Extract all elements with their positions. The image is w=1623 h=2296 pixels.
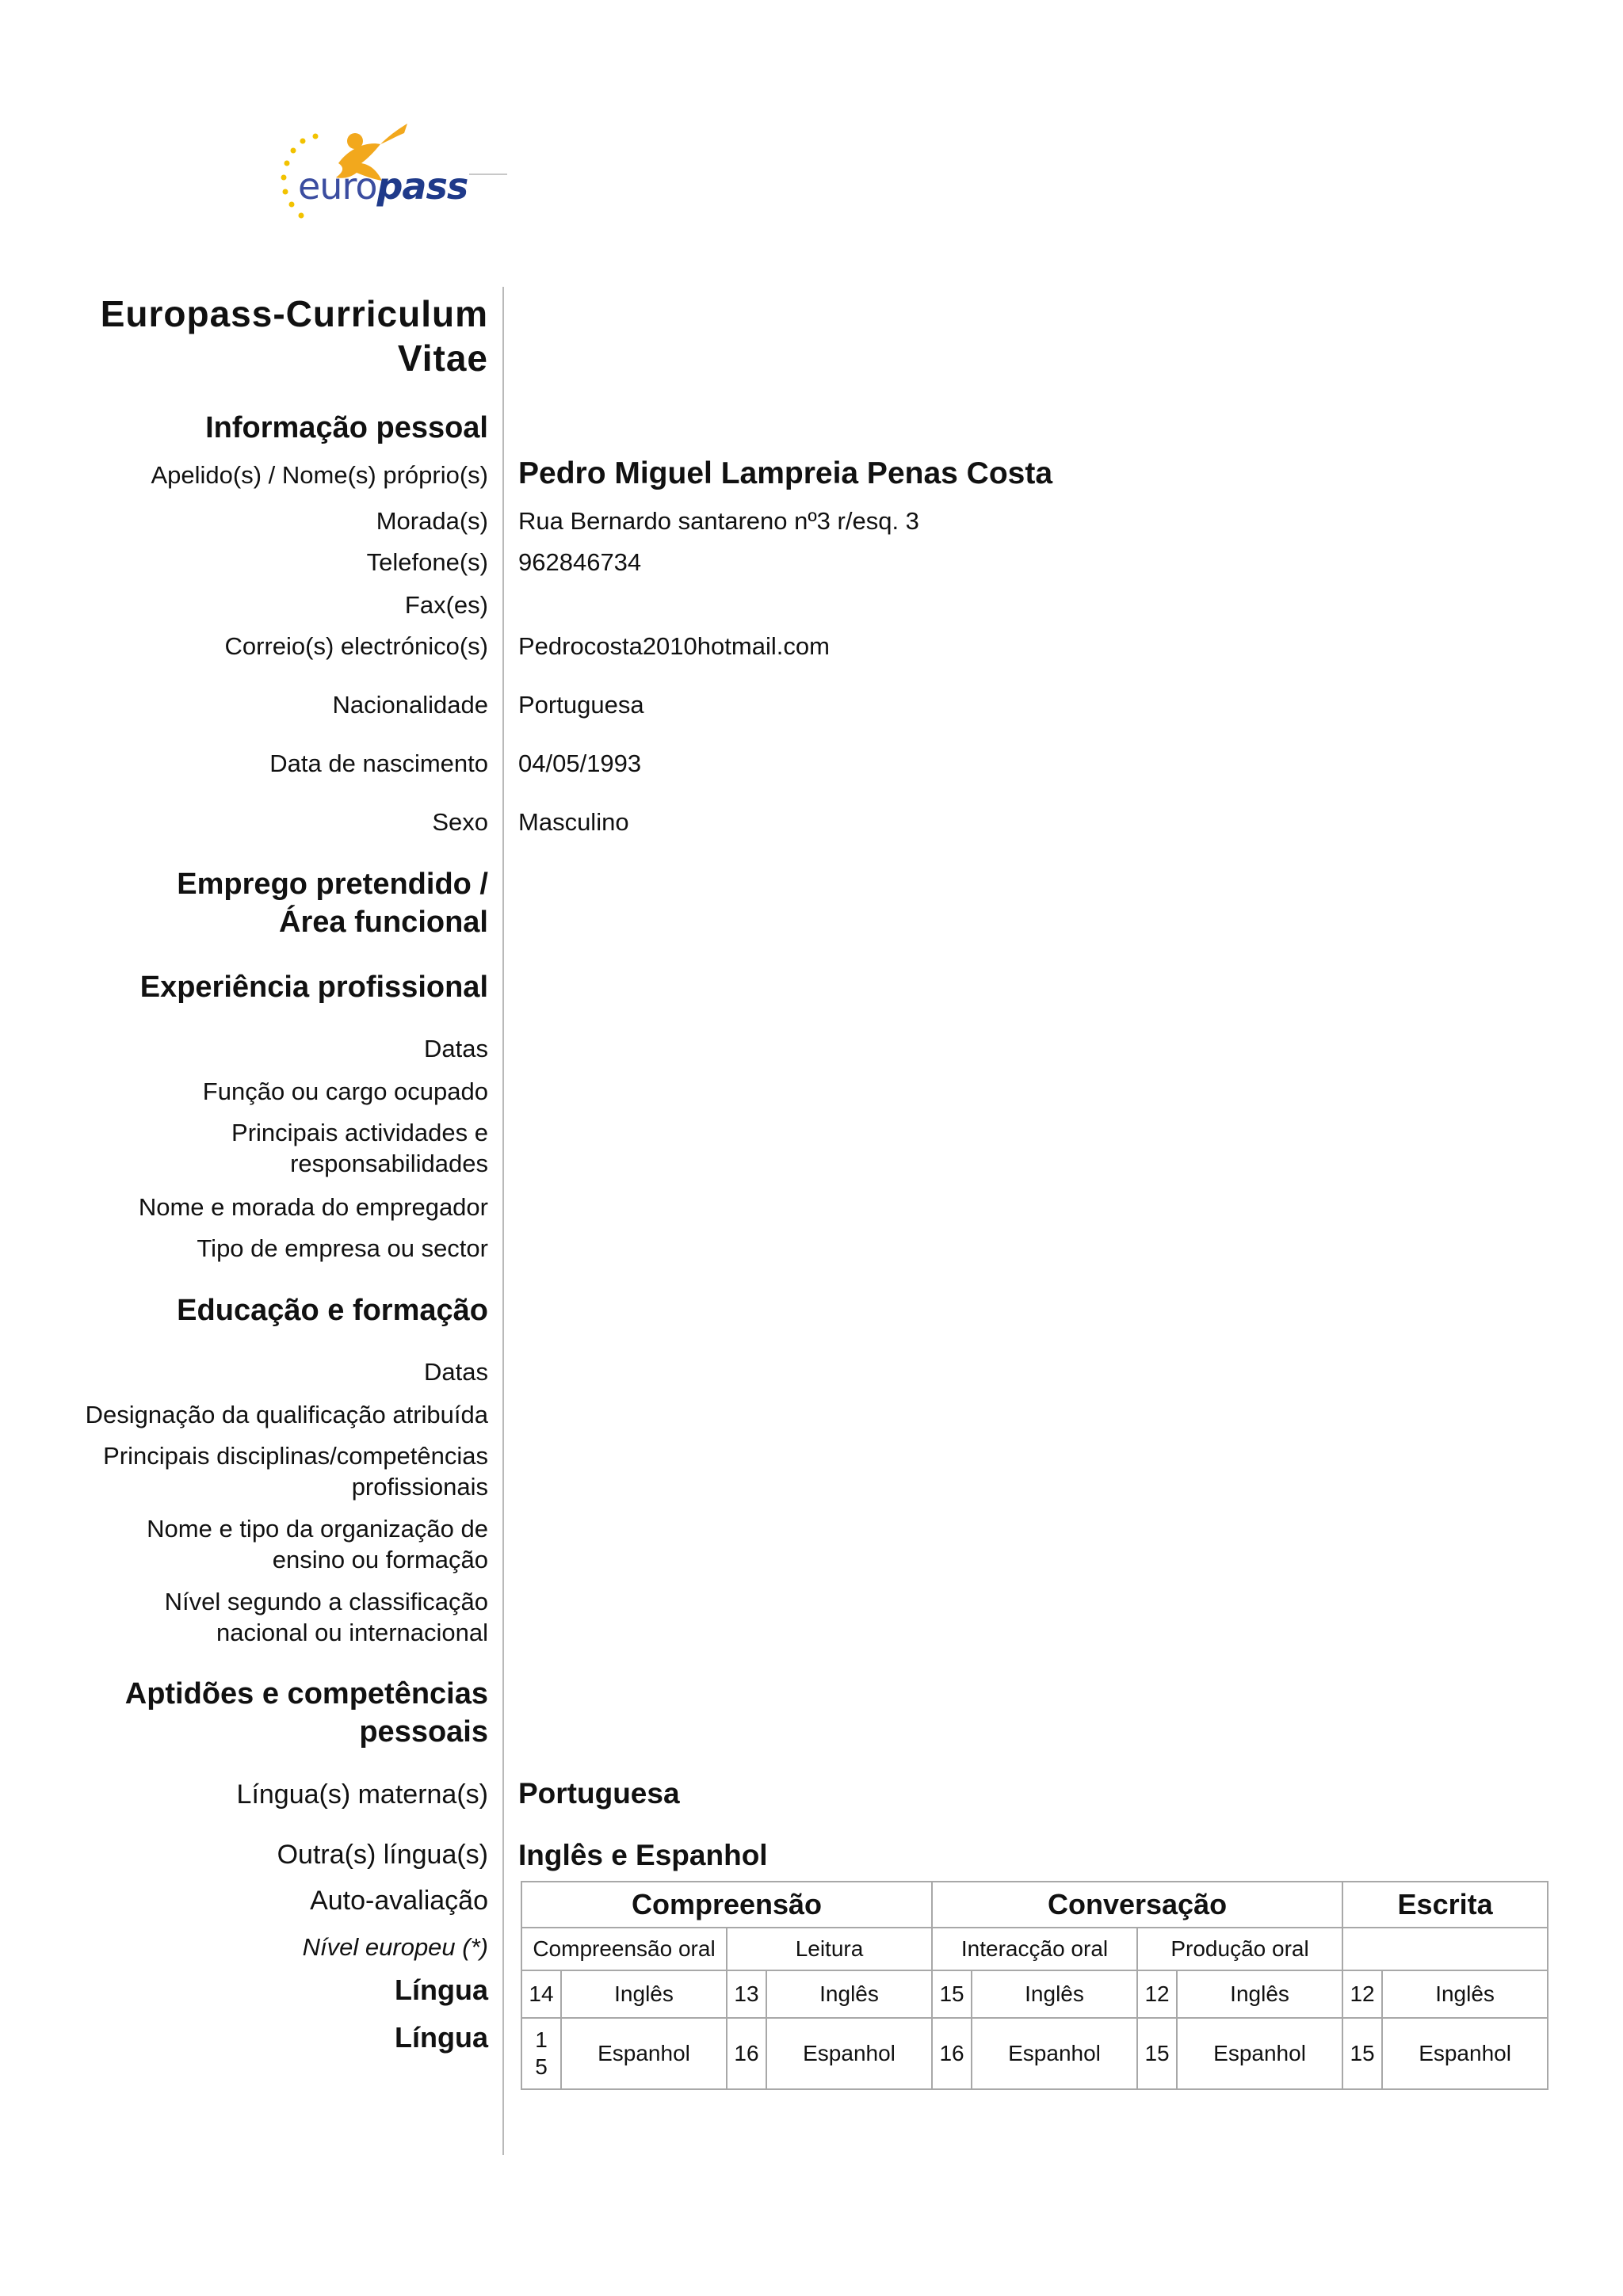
subheader-listening: Compreensão oral <box>521 1928 727 1970</box>
section-heading-skills: Aptidões e competências pessoais <box>124 1677 488 1749</box>
level-cell: 13 <box>727 1970 766 2018</box>
group-header-comprehension: Compreensão <box>521 1882 932 1928</box>
subheader-reading: Leitura <box>727 1928 932 1970</box>
language-assessment-table <box>521 1881 1549 2090</box>
label-exp-employer: Nome e morada do empregador <box>138 1193 488 1221</box>
language-cell: Espanhol <box>1382 2018 1548 2089</box>
label-edu-subjects: Principais disciplinas/competências profissionais <box>103 1442 488 1501</box>
level-cell: 15 <box>1137 2018 1177 2089</box>
language-cell: Inglês <box>972 1970 1137 2018</box>
label-language-row-2: Língua <box>395 2021 488 2054</box>
label-fax: Fax(es) <box>404 591 488 619</box>
value-mother-tongue: Portuguesa <box>518 1777 680 1810</box>
level-cell: 12 <box>1137 1970 1177 2018</box>
value-address: Rua Bernardo santareno nº3 r/esq. 3 <box>518 507 919 535</box>
section-heading-personal: Informação pessoal <box>205 411 488 444</box>
label-edu-organisation: Nome e tipo da organização de ensino ou formação <box>147 1515 488 1573</box>
language-cell: Inglês <box>1177 1970 1342 2018</box>
level-cell: 14 <box>521 1970 561 2018</box>
label-address: Morada(s) <box>376 507 488 535</box>
language-cell: Inglês <box>561 1970 727 2018</box>
label-edu-dates: Datas <box>424 1358 488 1386</box>
label-exp-activities: Principais actividades e responsabilidades <box>231 1119 488 1177</box>
table-subheader-row <box>521 1928 1548 1970</box>
label-exp-dates: Datas <box>424 1035 488 1062</box>
table-header-row <box>521 1882 1548 1928</box>
section-heading-education: Educação e formação <box>177 1294 488 1327</box>
label-edu-level: Nível segundo a classificação nacional ou internacional <box>164 1588 488 1646</box>
level-cell: 12 <box>1342 1970 1382 2018</box>
language-cell: Espanhol <box>1177 2018 1342 2089</box>
section-heading-desired-job: Emprego pretendido / Área funcional <box>177 868 488 939</box>
table-row <box>521 1970 1548 2018</box>
label-mother-tongue: Língua(s) materna(s) <box>236 1779 488 1810</box>
label-european-level: Nível europeu (*) <box>302 1933 488 1961</box>
document-title: Europass-Curriculum Vitae <box>100 293 488 379</box>
value-nationality: Portuguesa <box>518 691 644 719</box>
label-other-languages: Outra(s) língua(s) <box>277 1840 488 1870</box>
value-birthdate: 04/05/1993 <box>518 749 642 777</box>
level-cell: 15 <box>932 1970 972 2018</box>
label-email: Correio(s) electrónico(s) <box>224 632 488 660</box>
table-row <box>521 2018 1548 2089</box>
label-phone: Telefone(s) <box>366 548 488 576</box>
subheader-spoken-interaction: Interacção oral <box>932 1928 1137 1970</box>
column-divider <box>502 287 504 2155</box>
value-sex: Masculino <box>518 808 629 836</box>
label-self-assessment: Auto-avaliação <box>310 1886 488 1916</box>
label-nationality: Nacionalidade <box>332 691 488 719</box>
subheader-writing-empty <box>1342 1928 1548 1970</box>
language-cell: Inglês <box>766 1970 932 2018</box>
group-header-conversation: Conversação <box>932 1882 1342 1928</box>
group-header-writing: Escrita <box>1342 1882 1548 1928</box>
value-name: Pedro Miguel Lampreia Penas Costa <box>518 456 1053 490</box>
value-email: Pedrocosta2010hotmail.com <box>518 632 830 660</box>
value-other-languages: Inglês e Espanhol <box>518 1839 768 1871</box>
level-cell: 15 <box>1342 2018 1382 2089</box>
label-exp-sector: Tipo de empresa ou sector <box>197 1234 488 1262</box>
label-name: Apelido(s) / Nome(s) próprio(s) <box>151 461 488 489</box>
label-exp-role: Função ou cargo ocupado <box>202 1077 488 1105</box>
label-edu-qualification: Designação da qualificação atribuída <box>85 1401 488 1428</box>
language-cell: Inglês <box>1382 1970 1548 2018</box>
label-birthdate: Data de nascimento <box>269 749 488 777</box>
level-cell: 16 <box>727 2018 766 2089</box>
section-heading-experience: Experiência profissional <box>139 971 488 1004</box>
label-sex: Sexo <box>432 808 488 836</box>
level-cell: 15 <box>521 2018 561 2089</box>
language-cell: Espanhol <box>972 2018 1137 2089</box>
level-cell: 16 <box>932 2018 972 2089</box>
language-cell: Espanhol <box>561 2018 727 2089</box>
language-cell: Espanhol <box>766 2018 932 2089</box>
value-phone: 962846734 <box>518 548 642 576</box>
label-language-row-1: Língua <box>395 1974 488 2006</box>
subheader-spoken-production: Produção oral <box>1137 1928 1342 1970</box>
europass-wordmark: europass <box>298 165 468 208</box>
